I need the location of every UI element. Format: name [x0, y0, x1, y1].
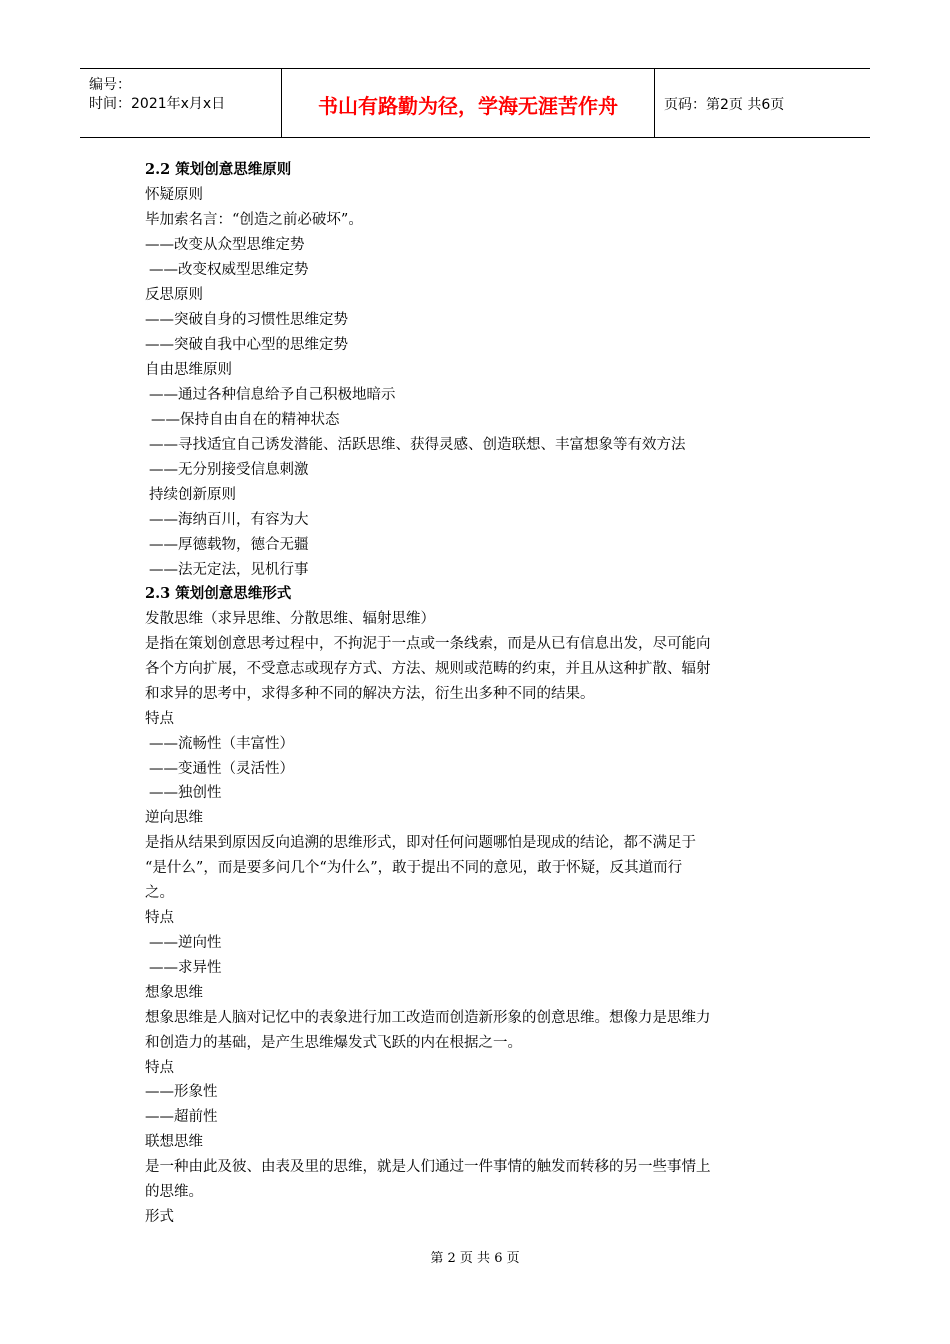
form-heading: 联想思维	[145, 1134, 203, 1150]
page-footer: 第 2 页 共 6 页	[430, 1251, 520, 1266]
feature-heading: 特点	[145, 910, 174, 926]
quote-line: 毕加索名言：“创造之前必破坏”。	[145, 212, 363, 228]
list-item: ——改变权威型思维定势	[149, 262, 309, 278]
paragraph-line: 想象思维是人脑对记忆中的表象进行加工改造而创造新形象的创意思维。想像力是思维力	[145, 1010, 711, 1026]
header-page-cell	[655, 69, 870, 137]
list-item: ——厚德载物，德合无疆	[149, 537, 309, 553]
list-item: ——突破自身的习惯性思维定势	[145, 312, 348, 328]
paragraph-line: 是指在策划创意思考过程中，不拘泥于一点或一条线索，而是从已有信息出发，尽可能向	[145, 636, 711, 652]
paragraph-line: “是什么”，而是要多问几个“为什么”，敢于提出不同的意见，敢于怀疑，反其道而行	[145, 860, 683, 876]
number-label: 编号：	[89, 77, 131, 93]
section-heading: 2.2 策划创意思维原则	[145, 161, 292, 178]
feature-heading: 特点	[145, 1060, 174, 1076]
section-heading: 2.3 策划创意思维形式	[145, 585, 292, 602]
feature-heading: 特点	[145, 711, 174, 727]
list-item: ——独创性	[149, 785, 222, 801]
paragraph-line: 之。	[145, 885, 174, 901]
paragraph-line: 是一种由此及彼、由表及里的思维，就是人们通过一件事情的触发而转移的另一些事情上	[145, 1159, 711, 1175]
paragraph-line: 的思维。	[145, 1184, 203, 1200]
list-item: ——流畅性（丰富性）	[149, 736, 294, 752]
principle-heading: 怀疑原则	[145, 187, 203, 203]
list-item: ——突破自我中心型的思维定势	[145, 337, 348, 353]
header-left-cell	[80, 69, 282, 137]
list-item: ——改变从众型思维定势	[145, 237, 305, 253]
paragraph-line: 是指从结果到原因反向追溯的思维形式，即对任何问题哪怕是现成的结论，都不满足于	[145, 835, 696, 851]
time-label: 时间：2021年x月x日	[89, 96, 226, 112]
list-item: ——通过各种信息给予自己积极地暗示	[149, 387, 396, 403]
page-header	[80, 68, 870, 138]
list-item: ——法无定法，见机行事	[149, 562, 309, 578]
list-item: ——逆向性	[149, 935, 222, 951]
header-page-label: 页码：第2页 共6页	[664, 97, 785, 113]
list-item: ——形象性	[145, 1084, 218, 1100]
list-item: ——求异性	[149, 960, 222, 976]
form-heading: 发散思维（求异思维、分散思维、辐射思维）	[145, 611, 435, 627]
list-item: ——海纳百川，有容为大	[149, 512, 309, 528]
principle-heading: 持续创新原则	[149, 487, 236, 503]
form-heading: 想象思维	[145, 985, 203, 1001]
paragraph-line: 各个方向扩展，不受意志或现存方式、方法、规则或范畴的约束，并且从这种扩散、辐射	[145, 661, 711, 677]
list-item: ——无分别接受信息刺激	[149, 462, 309, 478]
motto: 书山有路勤为径，学海无涯苦作舟	[318, 94, 618, 118]
form-heading: 逆向思维	[145, 810, 203, 826]
list-item: ——超前性	[145, 1109, 218, 1125]
paragraph-line: 和求异的思考中，求得多种不同的解决方法，衍生出多种不同的结果。	[145, 686, 595, 702]
principle-heading: 反思原则	[145, 287, 203, 303]
list-item: ——变通性（灵活性）	[149, 761, 294, 777]
principle-heading: 自由思维原则	[145, 362, 232, 378]
form-heading: 形式	[145, 1209, 174, 1225]
list-item: ——寻找适宜自己诱发潜能、活跃思维、获得灵感、创造联想、丰富想象等有效方法	[149, 437, 686, 453]
header-motto-cell	[282, 69, 655, 137]
paragraph-line: 和创造力的基础，是产生思维爆发式飞跃的内在根据之一。	[145, 1035, 522, 1051]
list-item: ——保持自由自在的精神状态	[151, 412, 340, 428]
